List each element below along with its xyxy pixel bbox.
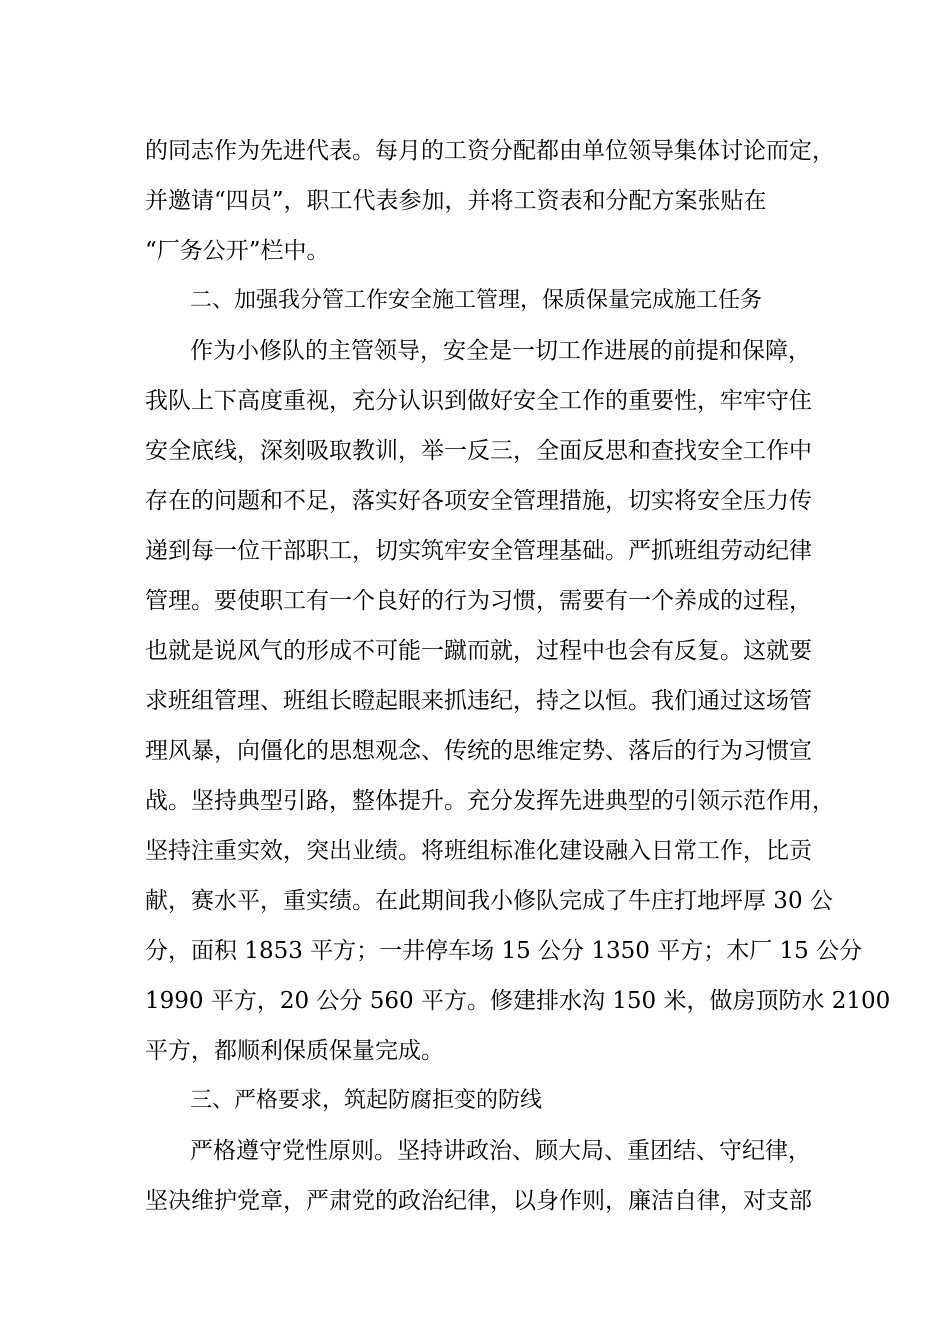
paragraph-line: 作为小修队的主管领导，安全是一切工作进展的前提和保障， bbox=[190, 338, 811, 364]
paragraph-line: 我队上下高度重视，充分认识到做好安全工作的重要性，牢牢守住 bbox=[145, 388, 812, 414]
paragraph-line: “厂务公开”栏中。 bbox=[145, 238, 330, 264]
paragraph-line: 并邀请“四员”，职工代表参加，并将工资表和分配方案张贴在 bbox=[145, 188, 767, 214]
section-heading-2: 二、加强我分管工作安全施工管理，保质保量完成施工任务 bbox=[190, 288, 763, 313]
paragraph-line: 也就是说风气的形成不可能一蹴而就，过程中也会有反复。这就要 bbox=[145, 638, 812, 664]
paragraph-line: 1990 平方，20 公分 560 平方。修建排水沟 150 米，做房顶防水 2100 bbox=[145, 988, 891, 1014]
paragraph-line: 存在的问题和不足，落实好各项安全管理措施，切实将安全压力传 bbox=[145, 488, 812, 514]
section-heading-3: 三、严格要求，筑起防腐拒变的防线 bbox=[190, 1088, 543, 1113]
paragraph-line: 安全底线，深刻吸取教训，举一反三，全面反思和查找安全工作中 bbox=[145, 438, 812, 464]
paragraph-line: 献，赛水平，重实绩。在此期间我小修队完成了牛庄打地坪厚 30 公 bbox=[145, 888, 833, 914]
paragraph-line: 分，面积 1853 平方；一井停车场 15 公分 1350 平方；木厂 15 公分 bbox=[145, 938, 863, 964]
paragraph-line: 求班组管理、班组长瞪起眼来抓违纪，持之以恒。我们通过这场管 bbox=[145, 688, 812, 714]
paragraph-line: 理风暴，向僵化的思想观念、传统的思维定势、落后的行为习惯宣 bbox=[145, 738, 812, 764]
paragraph-line: 坚决维护党章，严肃党的政治纪律，以身作则，廉洁自律，对支部 bbox=[145, 1188, 812, 1214]
paragraph-line: 坚持注重实效，突出业绩。将班组标准化建设融入日常工作，比贡 bbox=[145, 838, 812, 864]
paragraph-line: 管理。要使职工有一个良好的行为习惯，需要有一个养成的过程， bbox=[145, 588, 812, 614]
paragraph-line: 战。坚持典型引路，整体提升。充分发挥先进典型的引领示范作用， bbox=[145, 788, 835, 814]
paragraph-line: 严格遵守党性原则。坚持讲政治、顾大局、重团结、守纪律， bbox=[190, 1138, 811, 1164]
paragraph-line: 平方，都顺利保质保量完成。 bbox=[145, 1038, 444, 1064]
paragraph-line: 递到每一位干部职工，切实筑牢安全管理基础。严抓班组劳动纪律 bbox=[145, 538, 812, 564]
paragraph-line: 的同志作为先进代表。每月的工资分配都由单位领导集体讨论而定， bbox=[145, 138, 835, 164]
